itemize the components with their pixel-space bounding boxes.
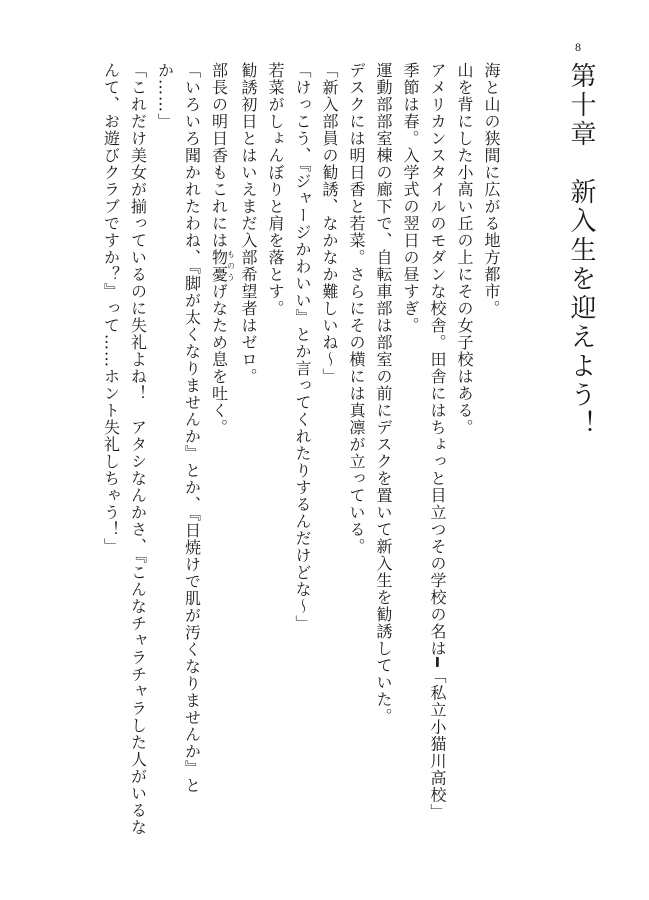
ruby-annotation: 物憂ものう: [209, 249, 236, 283]
paragraph: 若菜がしょんぼりと肩を落とす。: [266, 62, 285, 317]
paragraph: デスクには明日香と若菜。さらにその横には真凛が立っている。: [347, 62, 366, 555]
text-run: 部長の明日香もこれには物憂ものうげなため息を吐く。: [209, 62, 236, 436]
body-text: [98, 62, 598, 852]
paragraph: 「新入部員の勧誘、なかなか難しいね～」: [320, 62, 339, 385]
paragraph: 運動部部室棟の廊下で、自転車部は部室の前にデスクを置いて新入生を勧誘していた。: [374, 62, 393, 725]
paragraph: 山を背にした小高い丘の上にその女子校はある。: [455, 62, 474, 436]
paragraph: 「けっこう、『ジャージかわいい』とか言ってくれたりするんだけどな～」: [293, 62, 312, 632]
paragraph: アメリカンスタイルのモダンな校舎。田舎にはちょっと目立つその学校の名は━「私立小猫川高校」: [428, 62, 447, 821]
page-number: 8: [575, 40, 581, 54]
chapter-title: 第十章 新入生を迎えよう！: [566, 62, 596, 439]
paragraph: 海と山の狭間に広がる地方都市。: [482, 62, 501, 317]
paragraph: 季節は春。入学式の翌日の昼すぎ。: [401, 62, 420, 334]
ruby-reading: ものう: [226, 249, 236, 283]
paragraph: 勧誘初日とはいえまだ入部希望者はゼロ。: [239, 62, 258, 385]
paragraph: 「これだけ美女が揃っているのに失礼よね！ アタシなんかさ、『こんなチャラチャラした人がいるなんて、お遊びクラブですか？』って……ホント失礼しちゃう！」: [101, 62, 148, 836]
paragraph-with-ruby: [206, 62, 236, 852]
paragraph: 「いろいろ聞かれたわね、『脚が太くなりませんか』とか、『日焼けで肌が汚くなりませんか』とか……」: [155, 62, 202, 794]
